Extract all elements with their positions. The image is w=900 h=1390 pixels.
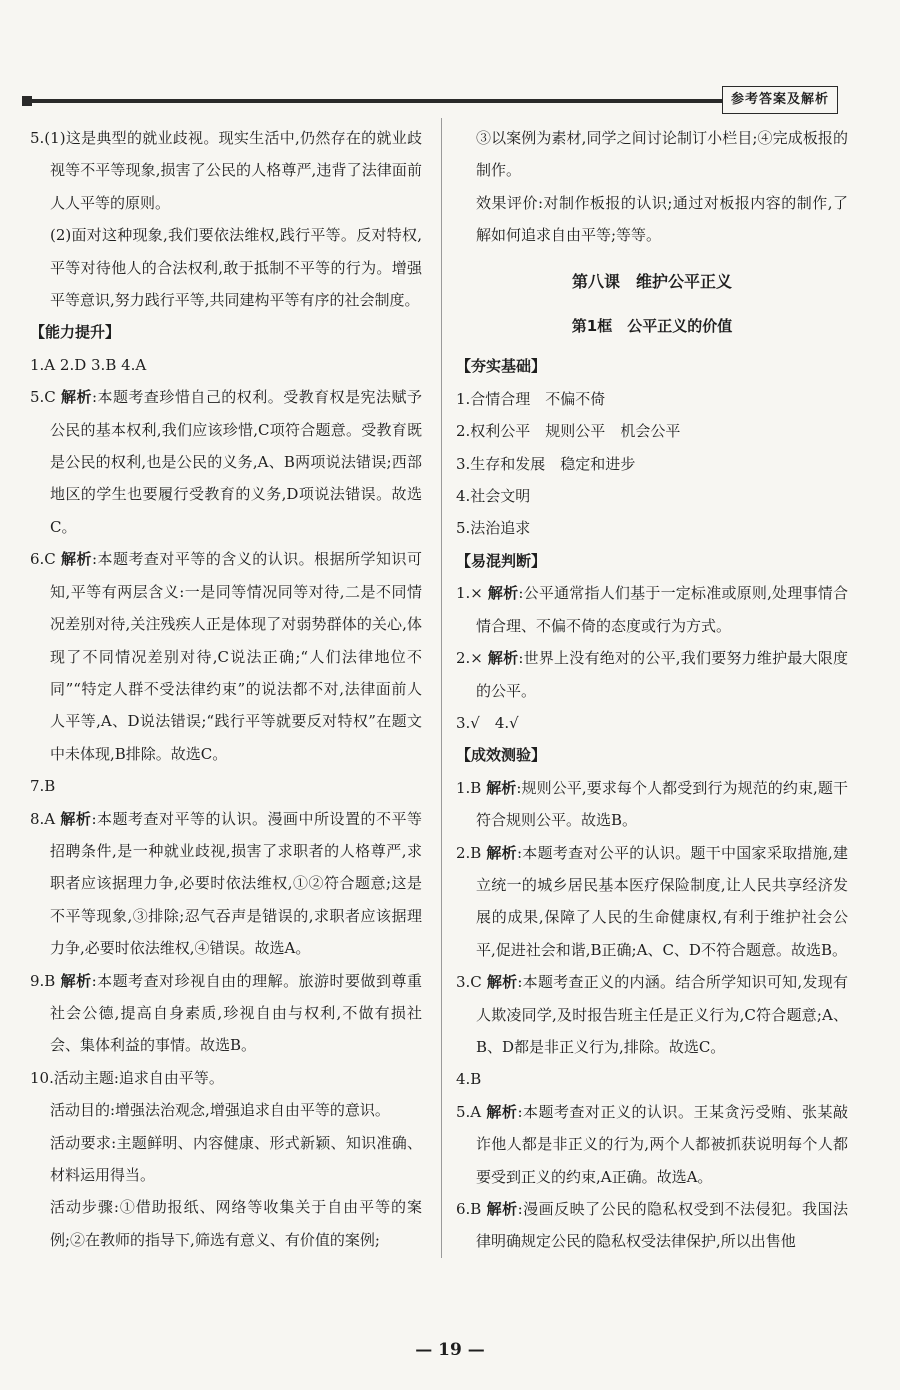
right-column	[456, 122, 848, 1258]
basic-5: 5.法治追求	[456, 519, 531, 538]
answer-10-requirement: 活动要求:主题鲜明、内容健康、形式新颖、知识准确、材料运用得当。	[50, 1133, 422, 1184]
section-test: 【成效测验】	[456, 746, 547, 765]
answer-10-purpose: 活动目的:增强法治观念,增强追求自由平等的意识。	[50, 1101, 390, 1120]
answer-8: 8.A 解析:本题考查对平等的认识。漫画中所设置的不平等招聘条件,是一种就业歧视,损害了求职者的人格尊严,求职者应该据理力争,必要时依法维权,①②符合题意;这是不平等现象,③排除;忍气吞声是错误的,求职者应该据理力争,必要时依法维权,④错误。故选A。	[30, 809, 422, 958]
answer-7: 7.B	[30, 777, 56, 796]
answer-5-part1: 5.(1)这是典型的就业歧视。现实生活中,仍然存在的就业歧视等不平等现象,损害了公民的人格尊严,违背了法律面前人人平等的原则。	[30, 129, 422, 212]
column-divider	[441, 118, 442, 1258]
basic-2: 2.权利公平 规则公平 机会公平	[456, 422, 681, 441]
answer-6: 6.C 解析:本题考查对平等的含义的认识。根据所学知识可知,平等有两层含义:一是同等情况同等对待,二是不同情况差别对待,关注残疾人正是体现了对弱势群体的关心,体现了不同情况差别对待,C说法正确;“人们法律地位不同”“特定人群不受法律约束”的说法都不对,法律面前人人平等,A、D说法错误;“践行平等就要反对特权”在题文中未体现,B排除。故选C。	[30, 550, 422, 763]
test-3: 3.C 解析:本题考查正义的内涵。结合所学知识可知,发现有人欺凌同学,及时报告班主任是正义行为,C符合题意;A、B、D都是非正义行为,排除。故选C。	[456, 973, 848, 1056]
basic-1: 1.合情合理 不偏不倚	[456, 389, 606, 408]
judge-3-4: 3.√ 4.√	[456, 713, 519, 732]
left-column	[30, 122, 422, 1256]
judge-2: 2.× 解析:世界上没有绝对的公平,我们要努力维护最大限度的公平。	[456, 649, 848, 700]
test-4: 4.B	[456, 1070, 482, 1089]
page-number: — 19 —	[415, 1340, 485, 1360]
header-rule	[30, 99, 838, 103]
answer-10-steps: 活动步骤:①借助报纸、网络等收集关于自由平等的案例;②在教师的指导下,筛选有意义、有价值的案例;	[50, 1198, 422, 1249]
answer-10-evaluation: 效果评价:对制作板报的认识;通过对板报内容的制作,了解如何追求自由平等;等等。	[476, 193, 848, 245]
test-6: 6.B 解析:漫画反映了公民的隐私权受到不法侵犯。我国法律明确规定公民的隐私权受法律保护,所以出售他	[456, 1200, 849, 1251]
answer-5: 5.C 解析:本题考查珍惜自己的权利。受教育权是宪法赋予公民的基本权利,我们应该珍惜,C项符合题意。受教育既是公民的权利,也是公民的义务,A、B两项说法错误;西部地区的学生也要履行受教育的义务,D项说法错误。故选C。	[30, 388, 422, 536]
lesson-title: 第八课 维护公平正义	[571, 271, 732, 291]
basic-3: 3.生存和发展 稳定和进步	[456, 454, 636, 473]
section-ability: 【能力提升】	[30, 323, 121, 342]
test-1: 1.B 解析:规则公平,要求每个人都受到行为规范的约束,题干符合规则公平。故选B。	[456, 778, 849, 830]
header-tag: 参考答案及解析	[722, 86, 838, 114]
answer-5-part2: (2)面对这种现象,我们要依法维权,践行平等。反对特权,平等对待他人的合法权利,敢于抵制不平等的行为。增强平等意识,努力践行平等,共同建构平等有序的社会制度。	[50, 226, 422, 310]
answer-10-theme: 10.活动主题:追求自由平等。	[30, 1068, 224, 1087]
answer-9: 9.B 解析:本题考查对珍视自由的理解。旅游时要做到尊重社会公德,提高自身素质,珍视自由与权利,不做有损社会、集体利益的事情。故选B。	[30, 971, 423, 1055]
test-5: 5.A 解析:本题考查对正义的认识。王某贪污受贿、张某敲诈他人都是非正义的行为,两个人都被抓获说明每个人都要受到正义的约束,A正确。故选A。	[456, 1102, 848, 1186]
judge-1: 1.× 解析:公平通常指人们基于一定标准或原则,处理事情合情合理、不偏不倚的态度或行为方式。	[456, 584, 848, 635]
frame-title: 第1框 公平正义的价值	[571, 317, 733, 336]
answers-1-4: 1.A 2.D 3.B 4.A	[30, 355, 147, 374]
answer-10-steps-cont: ③以案例为素材,同学之间讨论制订小栏目;④完成板报的制作。	[476, 129, 848, 180]
basic-4: 4.社会文明	[456, 487, 531, 506]
section-judge: 【易混判断】	[456, 551, 547, 570]
section-basic: 【夯实基础】	[456, 357, 547, 376]
test-2: 2.B 解析:本题考查对公平的认识。题干中国家采取措施,建立统一的城乡居民基本医疗保险制度,让人民共享经济发展的成果,保障了人民的生命健康权,有利于维护社会公平,促进社会和谐,B正确;A、C、D不符合题意。故选B。	[456, 843, 848, 959]
